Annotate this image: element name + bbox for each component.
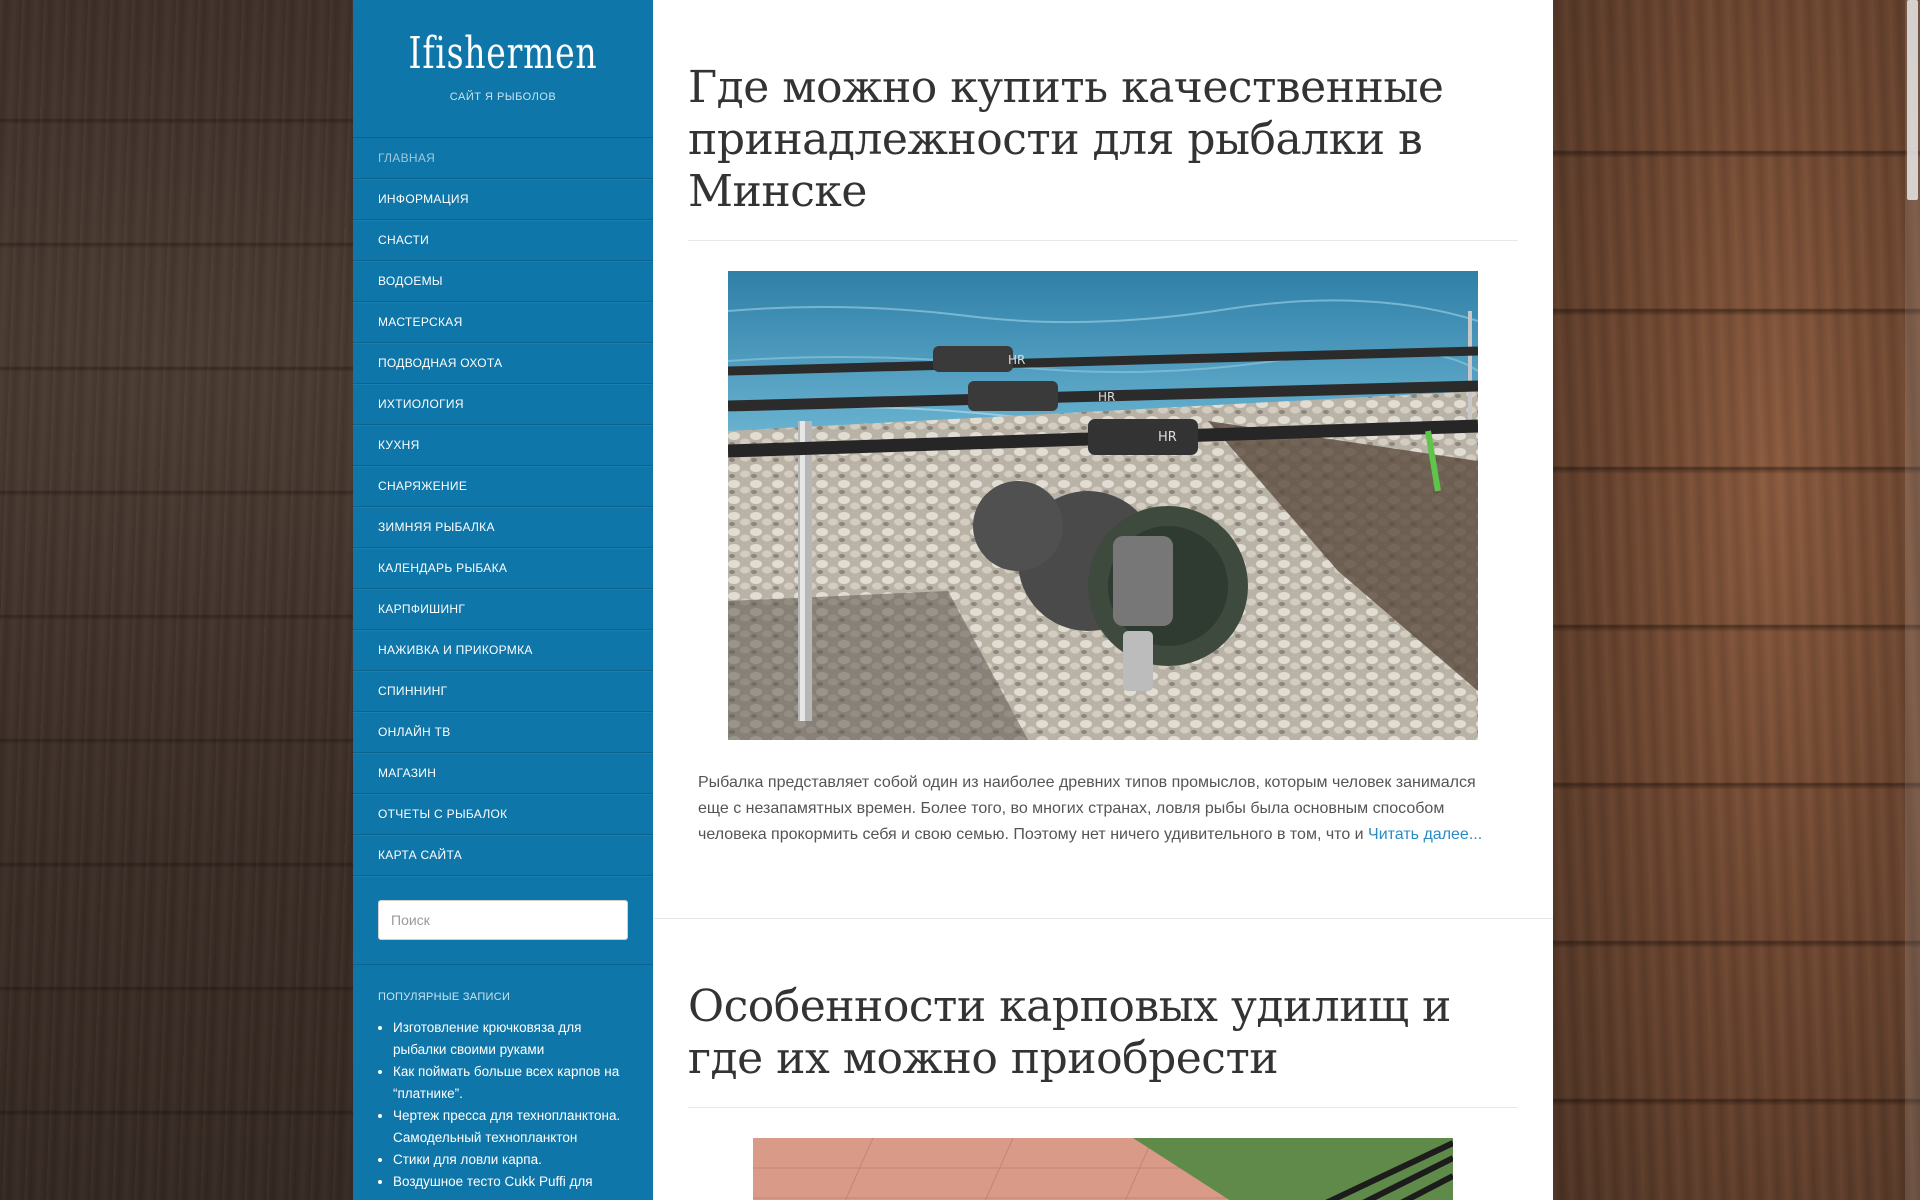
menu-item-spinning[interactable]: СПИННИНГ bbox=[353, 671, 653, 712]
post-article bbox=[653, 62, 1553, 919]
menu-item-spearfishing[interactable]: ПОДВОДНАЯ ОХОТА bbox=[353, 343, 653, 384]
main-content bbox=[653, 0, 1553, 1200]
post-divider bbox=[653, 918, 1553, 919]
background-wood-right bbox=[1553, 0, 1920, 1200]
scrollbar-thumb[interactable] bbox=[1907, 0, 1918, 200]
popular-posts-title: ПОПУЛЯРНЫЕ ЗАПИСИ bbox=[378, 991, 511, 1003]
popular-post-link[interactable]: • Стики для ловли карпа. bbox=[393, 1149, 628, 1171]
popular-posts-list bbox=[353, 1017, 653, 1193]
menu-item-calendar[interactable]: КАЛЕНДАРЬ РЫБАКА bbox=[353, 548, 653, 589]
menu-item-sitemap[interactable]: КАРТА САЙТА bbox=[353, 835, 653, 876]
rod-brand-label: HR bbox=[1008, 353, 1026, 367]
menu-item-home[interactable]: ГЛАВНАЯ bbox=[353, 138, 653, 179]
menu-item-shop[interactable]: МАГАЗИН bbox=[353, 753, 653, 794]
read-more-link[interactable]: Читать далее... bbox=[1368, 826, 1483, 843]
menu-item-bait[interactable]: НАЖИВКА И ПРИКОРМКА bbox=[353, 630, 653, 671]
search-input[interactable] bbox=[378, 900, 628, 940]
post-title[interactable]: Где можно купить качественные принадлежности для рыбалки в Минске bbox=[688, 62, 1518, 241]
menu-item-carpfishing[interactable]: КАРПФИШИНГ bbox=[353, 589, 653, 630]
post-title[interactable]: Особенности карповых удилищ и где их можно приобрести bbox=[688, 981, 1518, 1108]
popular-post-link[interactable]: • Чертеж пресса для технопланктона. Самодельный технопланктон bbox=[393, 1105, 628, 1149]
post-article bbox=[653, 981, 1553, 1200]
menu-item-online-tv[interactable]: ОНЛАЙН ТВ bbox=[353, 712, 653, 753]
menu-item-winter-fishing[interactable]: ЗИМНЯЯ РЫБАЛКА bbox=[353, 507, 653, 548]
menu-item-equipment[interactable]: СНАРЯЖЕНИЕ bbox=[353, 466, 653, 507]
page-scrollbar[interactable] bbox=[1905, 0, 1920, 1200]
menu-item-workshop[interactable]: МАСТЕРСКАЯ bbox=[353, 302, 653, 343]
menu-item-kitchen[interactable]: КУХНЯ bbox=[353, 425, 653, 466]
carp-rods-photo-2 bbox=[753, 1138, 1453, 1200]
post-excerpt bbox=[698, 770, 1508, 848]
menu-item-ichthyology[interactable]: ИХТИОЛОГИЯ bbox=[353, 384, 653, 425]
popular-post-link[interactable]: • Как поймать больше всех карпов на “платнике”. bbox=[393, 1061, 628, 1105]
post-featured-image[interactable] bbox=[728, 271, 1478, 740]
menu-item-tackle[interactable]: СНАСТИ bbox=[353, 220, 653, 261]
post-featured-image[interactable] bbox=[753, 1138, 1453, 1200]
menu-item-info[interactable]: ИНФОРМАЦИЯ bbox=[353, 179, 653, 220]
rod-brand-label: HR bbox=[1158, 430, 1177, 445]
menu-item-reports[interactable]: ОТЧЕТЫ С РЫБАЛОК bbox=[353, 794, 653, 835]
site-tagline: САЙТ Я РЫБОЛОВ bbox=[449, 91, 557, 103]
popular-post-link[interactable]: • Изготовление крючковяза для рыбалки своими руками bbox=[393, 1017, 628, 1061]
site-title[interactable]: Ifishermen bbox=[408, 28, 598, 79]
sidebar bbox=[353, 0, 653, 1200]
popular-post-link[interactable]: • Воздушное тесто Cukk Puffi для bbox=[393, 1171, 628, 1193]
main-menu bbox=[353, 137, 653, 876]
menu-item-waters[interactable]: ВОДОЕМЫ bbox=[353, 261, 653, 302]
rod-brand-label: HR bbox=[1098, 390, 1116, 404]
post-excerpt-text: Рыбалка представляет собой один из наиболее древних типов промыслов, которым человек занимался еще с незапамятных времен. Более того, во многих странах, ловля рыбы была основным способом человека прокормить себя и свою семью. Поэтому нет ничего удивительного в том, что и bbox=[698, 774, 1476, 843]
carp-rods-photo bbox=[728, 271, 1478, 740]
search-widget bbox=[353, 876, 653, 965]
